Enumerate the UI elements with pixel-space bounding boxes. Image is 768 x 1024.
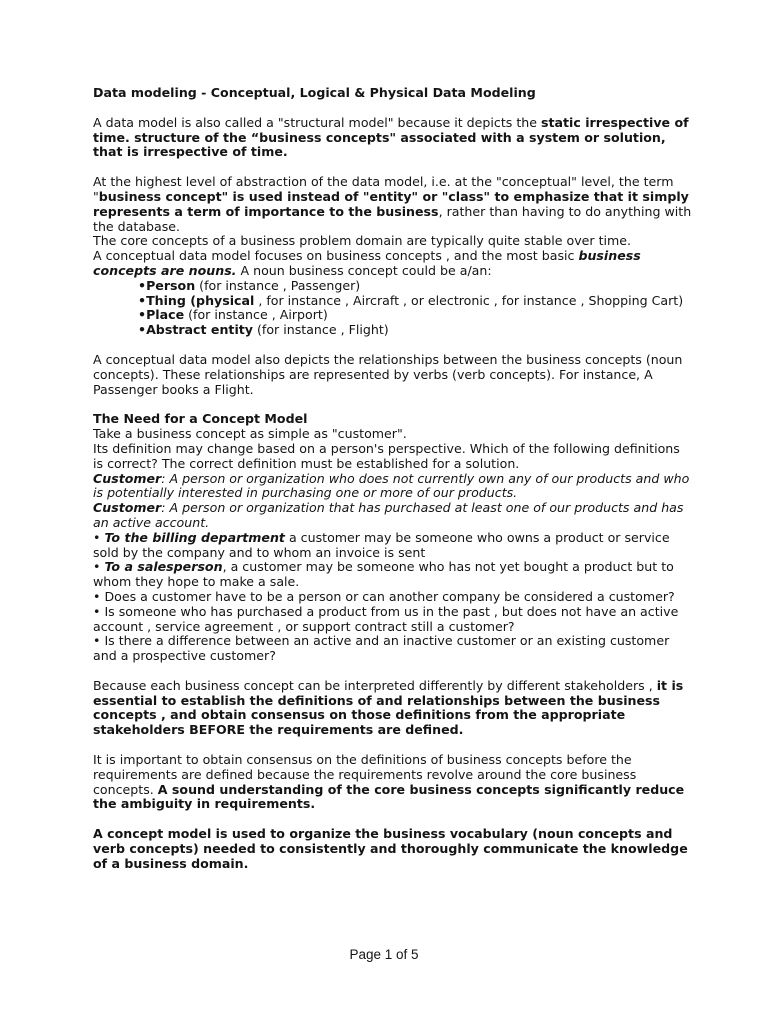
bullet-text: Is someone who has purchased a product from us in the past , but does not have an active account , service agreement , or support contract still a customer?: [93, 603, 679, 634]
para2-text-a: At the highest level of abstraction of the data model, i.e. at the "conceptual" level, the term ": [93, 174, 674, 204]
list-item-text: , for instance , Aircraft , or electronic , for instance , Shopping Cart): [254, 292, 684, 308]
para2-bold: business concept" is used instead of "entity" or "class" to emphasize that it simply represents a term of importance to the business: [93, 188, 689, 219]
paragraph-consensus: [93, 753, 693, 812]
list-item-bold: Place: [146, 307, 185, 323]
paragraph-structural-model: [93, 116, 693, 160]
para8-text: Because each business concept can be interpreted differently by different stakeholders ,: [93, 677, 657, 693]
bullet-billing-department: • To the billing department a customer may be someone who owns a product or service sold by the company and to whom an invoice is sent: [93, 529, 670, 560]
bullet-question-company: • Does a customer have to be a person or can another company be considered a customer?: [93, 588, 675, 604]
customer-definition-2: [93, 501, 693, 531]
list-item: [138, 308, 693, 323]
definition-term: Customer: [93, 500, 162, 516]
definition-term: Customer: [93, 470, 162, 486]
paragraph-customer-example: Take a business concept as simple as "customer".: [93, 426, 407, 442]
bullet-salesperson: • To a salesperson, a customer may be someone who has not yet bought a product but to whom they hope to make a sale.: [93, 559, 674, 590]
para9-bold: A sound understanding of the core business concepts significantly reduce the ambiguity in requirements.: [93, 781, 685, 812]
bullet-text: a customer may be someone who owns a product or service sold by the company and to whom an invoice is sent: [93, 529, 670, 560]
paragraph-concept-model: [93, 827, 693, 871]
definition-text: : A person or organization who does not currently own any of our products and who is potentially interested in purchasing one or more of our products.: [93, 470, 690, 501]
paragraph-conceptual-level: [93, 175, 693, 234]
list-item: [138, 323, 693, 338]
list-item-text: (for instance , Flight): [253, 322, 389, 338]
list-item-text: (for instance , Airport): [184, 307, 328, 323]
para8-bold: it is essential to establish the definitions of and relationships between the business concepts , and obtain consensus on those definitions from the appropriate stakeholders BEFORE the requirements are defined.: [93, 677, 684, 738]
list-item-bold: Person: [146, 277, 196, 293]
customer-definition-1: [93, 472, 693, 502]
paragraph-business-concepts: [93, 249, 693, 279]
para4-text-b: A noun business concept could be a/an:: [236, 262, 492, 278]
bullet-question-past-purchase: • Is someone who has purchased a product from us in the past , but does not have an active account , service agreement , or support contract still a customer?: [93, 603, 679, 634]
list-item-bold: Abstract entity: [146, 322, 253, 338]
para4-text-a: A conceptual data model focuses on business concepts , and the most basic: [93, 248, 579, 264]
para10-bold: A concept model is used to organize the business vocabulary (noun concepts and verb concepts) needed to consistently and thoroughly communicate the knowledge of a business domain.: [93, 826, 688, 871]
para1-bold: static irrespective of time. structure of the “business concepts" associated with a system or solution, that is irrespective of time.: [93, 114, 689, 160]
definition-text: : A person or organization that has purchased at least one of our products and has an active account.: [93, 500, 684, 530]
paragraph-definition-question: Its definition may change based on a person's perspective. Which of the following definitions is correct? The correct definition must be established for a solution.: [93, 440, 680, 471]
para2-text-b: , rather than having to do anything with the database.: [93, 203, 692, 234]
page-number: Page 1 of 5: [349, 947, 419, 962]
list-item-text: (for instance , Passenger): [195, 277, 361, 293]
para9-text: It is important to obtain consensus on the definitions of business concepts before the requirements are defined because the requirements revolve around the core business concepts.: [93, 752, 637, 797]
list-item-bold: Thing (physical: [146, 292, 255, 308]
list-item: [138, 279, 693, 294]
noun-concept-list: [93, 279, 693, 338]
bullet-text: , a customer may be someone who has not yet bought a product but to whom they hope to make a sale.: [93, 559, 674, 590]
list-item: [138, 294, 693, 309]
bullet-bold-italic: To a salesperson: [104, 559, 223, 575]
paragraph-relationships: A conceptual data model also depicts the relationships between the business concepts (noun concepts). These relationships are represented by verbs (verb concepts). For instance, A Passenger books a Flight.: [93, 351, 683, 397]
section-heading: The Need for a Concept Model: [93, 411, 308, 427]
document-body: [93, 86, 693, 872]
para4-bold-italic: business concepts are nouns.: [93, 248, 641, 278]
document-title: Data modeling - Conceptual, Logical & Physical Data Modeling: [93, 85, 536, 100]
bullet-text: Does a customer have to be a person or can another company be considered a customer?: [104, 588, 675, 604]
bullet-text: Is there a difference between an active and an inactive customer or an existing customer and a prospective customer?: [93, 633, 670, 664]
paragraph-stakeholders: [93, 679, 693, 738]
bullet-question-active-inactive: • Is there a difference between an active and an inactive customer or an existing customer and a prospective customer?: [93, 633, 670, 664]
para1-text: A data model is also called a "structural model" because it depicts the: [93, 114, 542, 130]
bullet-bold-italic: To the billing department: [104, 529, 285, 545]
paragraph-core-concepts: The core concepts of a business problem domain are typically quite stable over time.: [93, 233, 632, 249]
